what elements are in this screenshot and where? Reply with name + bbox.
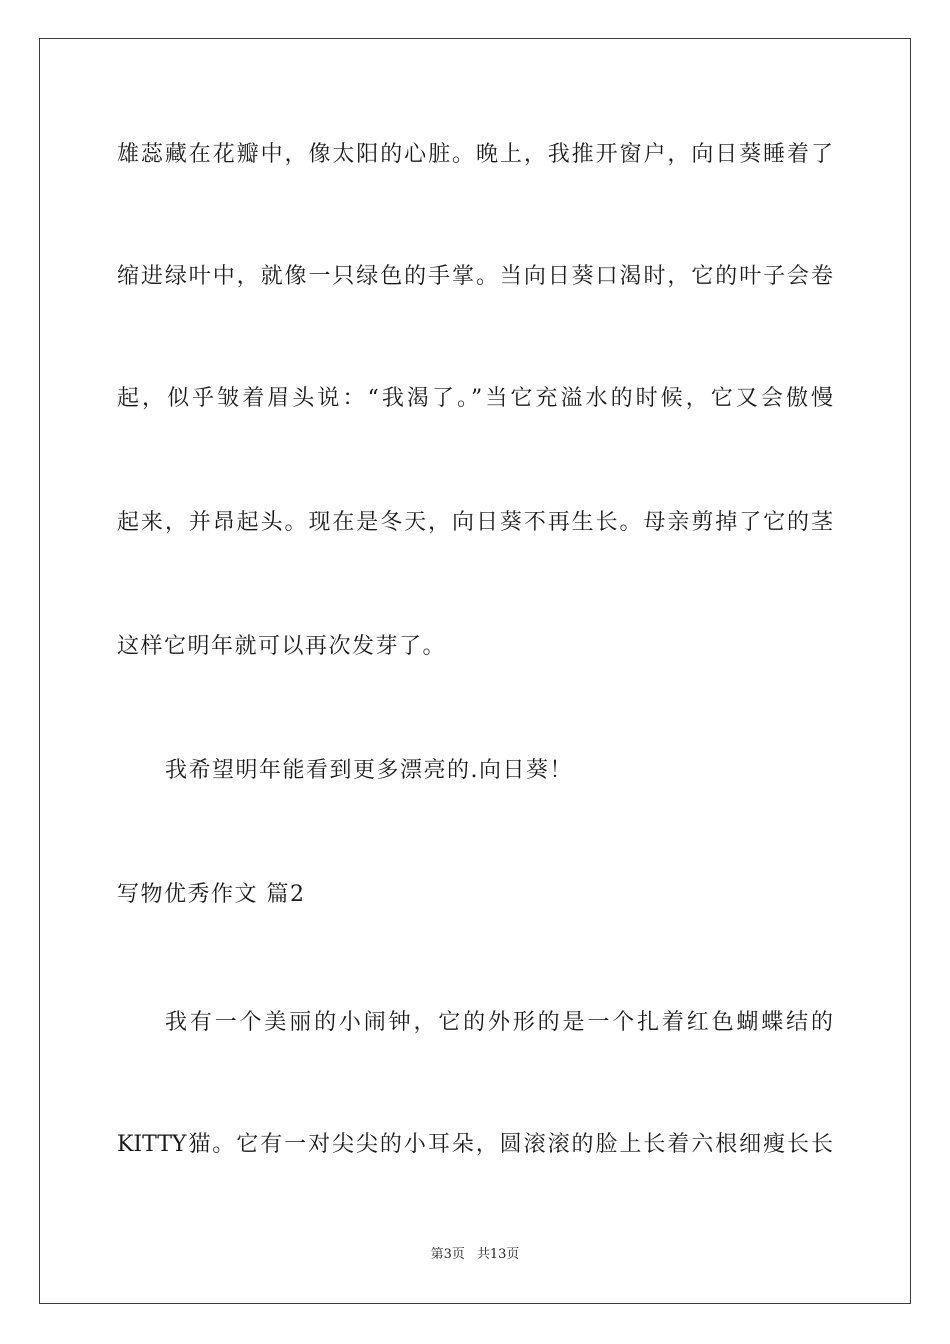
paragraph-line-2: 缩进绿叶中，就像一只绿色的手掌。当向日葵口渴时，它的叶子会卷 — [117, 264, 833, 289]
paragraph-line-6: 我希望明年能看到更多漂亮的.向日葵！ — [165, 758, 573, 783]
page-total: 共13页 — [476, 1247, 520, 1262]
paragraph-line-4: 起来，并昂起头。现在是冬天，向日葵不再生长。母亲剪掉了它的茎 — [117, 510, 833, 535]
paragraph-line-5: 这样它明年就可以再次发芽了。 — [117, 634, 447, 659]
paragraph-line-3: 起，似乎皱着眉头说：“我渴了。”当它充溢水的时候，它又会傲慢 — [117, 386, 833, 411]
page-number: 第3页 — [430, 1247, 465, 1262]
page-footer — [0, 1246, 950, 1264]
paragraph-line-7: 我有一个美丽的小闹钟，它的外形的是一个扎着红色蝴蝶结的 — [165, 1010, 833, 1035]
paragraph-line-1: 雄蕊藏在花瓣中，像太阳的心脏。晚上，我推开窗户，向日葵睡着了 — [117, 142, 833, 167]
page-border — [39, 38, 911, 1304]
section-heading: 写物优秀作文 篇2 — [117, 882, 306, 907]
paragraph-line-8: KITTY猫。它有一对尖尖的小耳朵，圆滚滚的脸上长着六根细瘦长长 — [117, 1132, 833, 1157]
